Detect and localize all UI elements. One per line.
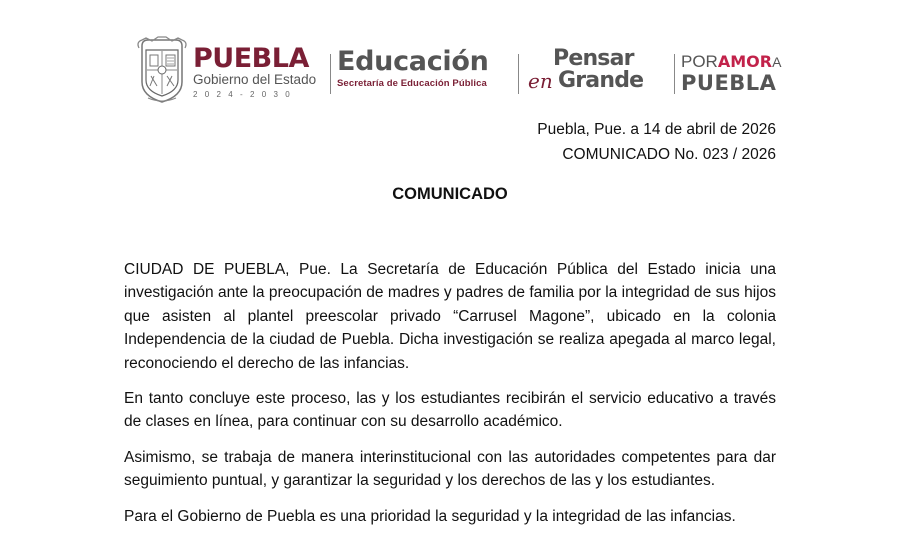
paragraph: Asimismo, se trabaja de manera interinstitucional con las autoridades competentes para dar seguimiento puntual, y garantizar la seguridad y los derechos de las y los estudiantes. — [124, 448, 776, 490]
logo-divider — [330, 54, 331, 94]
coat-of-arms-icon — [136, 36, 188, 104]
paragraph: CIUDAD DE PUEBLA, Pue. La Secretaría de Educación Pública del Estado inicia una investigación ante la preocupación de madres y padres de familia por la integridad de sus hijos que asisten al plantel preescolar privado “Carrusel Magone”, ubicado en la colonia Independencia de la ciudad de Puebla. Dicha investigación se realiza apegada al marco legal, reconociendo el derecho de las infancias. — [124, 261, 776, 372]
por-amor-a-puebla-logo — [681, 52, 781, 94]
puebla-logo-name: PUEBLA — [193, 43, 309, 74]
educacion-logo-name: Educación — [337, 46, 489, 77]
pensar-en-grande-logo — [528, 48, 664, 98]
amor-word: AMOR — [717, 52, 773, 71]
dateline — [537, 117, 776, 167]
logo-divider — [518, 54, 519, 94]
en-script-word: en — [528, 69, 553, 93]
educacion-logo — [337, 48, 489, 89]
paragraph: Para el Gobierno de Puebla es una prioridad la seguridad y la integridad de las infancias. — [124, 507, 736, 525]
educacion-logo-subtitle: Secretaría de Educación Pública — [337, 78, 487, 89]
logo-divider — [674, 54, 675, 94]
document-body — [124, 258, 776, 540]
puebla-logo — [193, 45, 316, 99]
communique-number: COMUNICADO No. 023 / 2026 — [562, 146, 776, 163]
puebla-word: PUEBLA — [681, 71, 777, 95]
document-title: COMUNICADO — [392, 185, 508, 203]
a-word: A — [772, 54, 782, 70]
puebla-logo-years: 2024-2030 — [193, 90, 297, 99]
grande-word: Grande — [558, 68, 644, 93]
pensar-word: Pensar — [553, 46, 634, 71]
por-word: POR — [681, 52, 718, 71]
place-date: Puebla, Pue. a 14 de abril de 2026 — [537, 121, 776, 138]
paragraph: En tanto concluye este proceso, las y los estudiantes recibirán el servicio educativo a través de clases en línea, para continuar con su desarrollo académico. — [124, 390, 776, 431]
letterhead — [136, 36, 796, 108]
puebla-logo-subtitle: Gobierno del Estado — [193, 72, 317, 87]
